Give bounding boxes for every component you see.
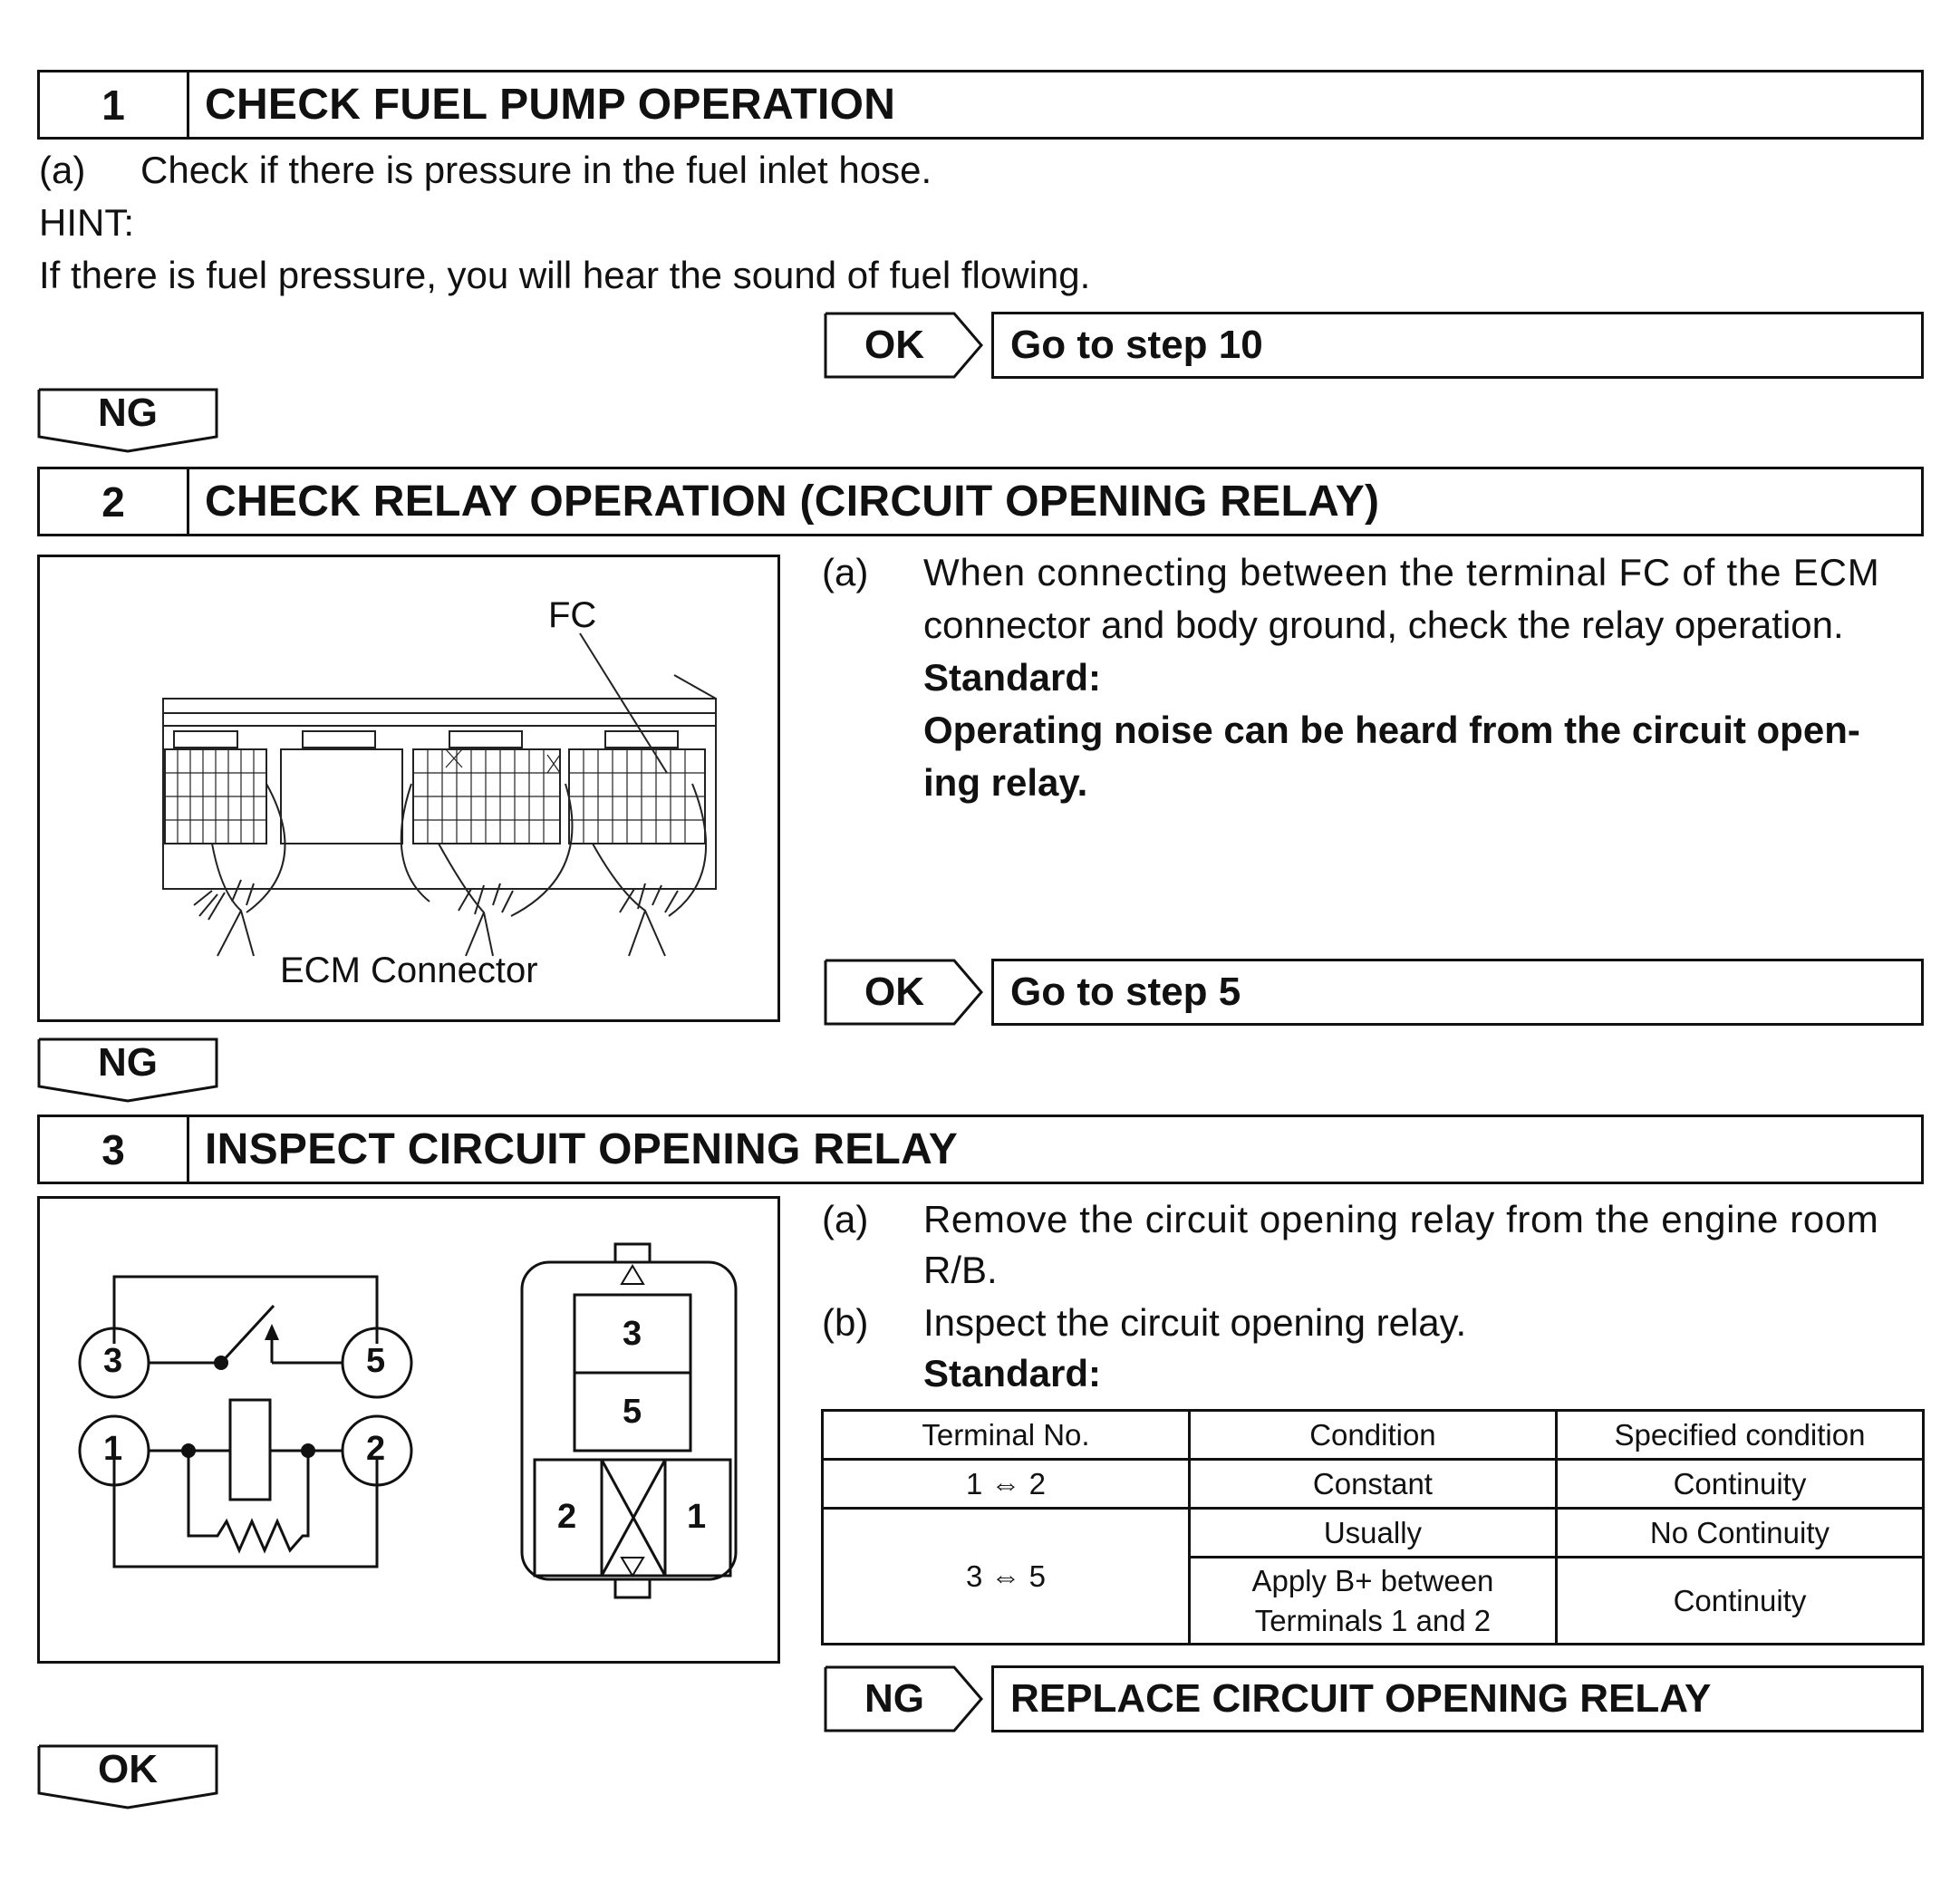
step-title: CHECK FUEL PUMP OPERATION [205,81,896,129]
instruction-line: connector and body ground, check the relay operation. [923,603,1844,646]
step-number: 1 [40,72,189,137]
ok-result-row [824,312,1924,379]
hint-label: HINT: [39,201,134,244]
ok-down-arrow [37,1744,218,1809]
instruction-marker: (b) [822,1301,869,1344]
table-cell: No Continuity [1556,1509,1923,1558]
instruction-line: When connecting between the terminal FC of the ECM [923,551,1880,593]
table-header: Specified condition [1556,1411,1923,1460]
table-header-row [823,1411,1924,1460]
table-row [823,1509,1924,1558]
table-cell: 3 ⇔ 5 [823,1509,1190,1645]
relay-schematic [40,1199,777,1661]
step-number: 2 [40,469,189,534]
instruction-line: R/B. [923,1249,998,1291]
table-cell [1189,1558,1556,1645]
ng-tag [824,1665,985,1732]
specification-table [821,1409,1925,1645]
standard-label: Standard: [923,656,1102,699]
standard-text: Operating noise can be heard from the circuit open- [923,709,1860,751]
terminal-label: 1 [103,1430,123,1468]
table-cell: 1 ⇔ 2 [823,1460,1190,1509]
ng-label: NG [98,1040,158,1085]
instruction-line: Inspect the circuit opening relay. [923,1301,1467,1344]
table-cell: Continuity [1556,1558,1923,1645]
table-cell: Continuity [1556,1460,1923,1509]
ng-down-arrow [37,1037,218,1103]
ok-tag [824,312,985,379]
ecm-connector-figure [37,555,780,1022]
table-cell: Usually [1189,1509,1556,1558]
ok-destination: Go to step 10 [991,312,1924,379]
ng-result-row [824,1665,1924,1732]
ng-destination: REPLACE CIRCUIT OPENING RELAY [991,1665,1924,1732]
terminal-fc-label: FC [548,595,597,635]
table-row [823,1460,1924,1509]
relay-terminal-label: 3 [623,1315,642,1353]
step-3-header [37,1115,1924,1184]
ok-label: OK [864,323,924,367]
relay-terminal-label: 2 [557,1498,577,1536]
ok-label: OK [864,970,924,1014]
instruction-text: Check if there is pressure in the fuel inlet hose. [140,149,932,191]
terminal-label: 3 [103,1342,123,1380]
hint-text: If there is fuel pressure, you will hear the sound of fuel flowing. [39,254,1091,296]
step-number: 3 [40,1117,189,1182]
step-title: CHECK RELAY OPERATION (CIRCUIT OPENING RELAY) [205,478,1380,526]
standard-text: ing relay. [923,761,1088,804]
condition-line: Apply B+ between [1251,1563,1494,1597]
relay-figure [37,1196,780,1664]
table-header: Terminal No. [823,1411,1190,1460]
table-header: Condition [1189,1411,1556,1460]
ok-label: OK [98,1747,158,1791]
ng-down-arrow [37,388,218,453]
ng-label: NG [98,391,158,435]
terminal-label: 5 [366,1342,386,1380]
standard-label: Standard: [923,1352,1102,1394]
step-2-header [37,467,1924,536]
step-title: INSPECT CIRCUIT OPENING RELAY [205,1125,959,1173]
instruction-marker: (a) [822,1198,869,1240]
terminal-label: 2 [366,1430,386,1468]
ok-tag [824,959,985,1026]
ng-label: NG [864,1676,924,1721]
instruction-marker: (a) [39,149,86,191]
condition-line: Terminals 1 and 2 [1254,1603,1492,1637]
relay-terminal-label: 1 [687,1498,707,1536]
ok-result-row [824,959,1924,1026]
table-cell: Constant [1189,1460,1556,1509]
step-1-header [37,70,1924,140]
figure-caption: ECM Connector [280,950,538,990]
ok-destination: Go to step 5 [991,959,1924,1026]
instruction-line: Remove the circuit opening relay from the engine room [923,1198,1879,1240]
relay-terminal-label: 5 [623,1393,642,1431]
instruction-marker: (a) [822,551,869,593]
